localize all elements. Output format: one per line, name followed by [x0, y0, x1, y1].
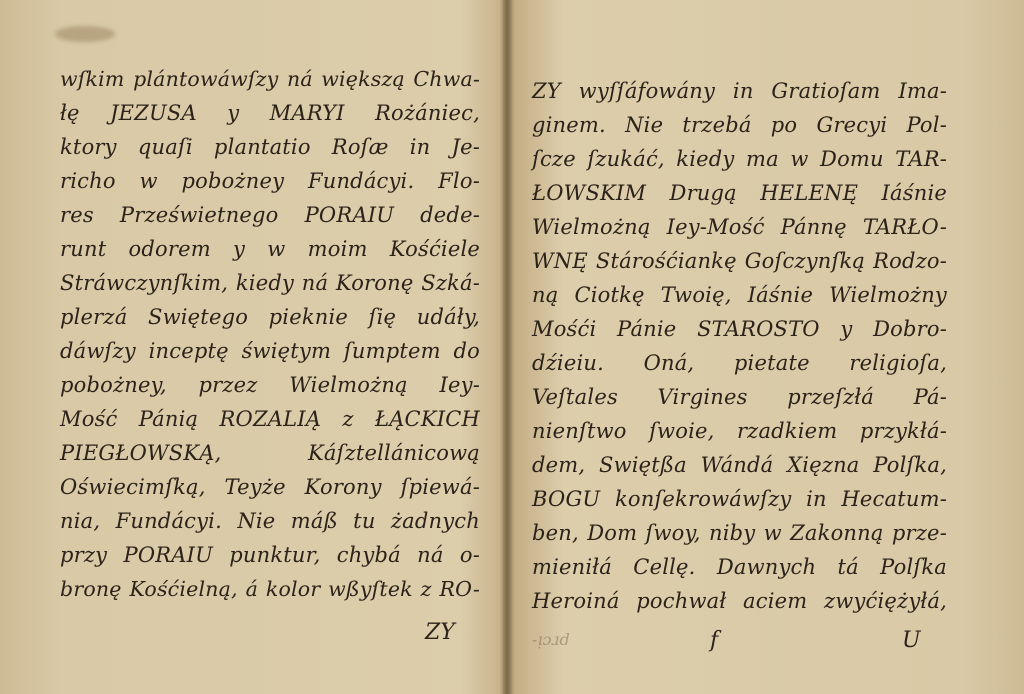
text-line: dem, Swiętßa Wándá Xięzna Polſka, [532, 453, 947, 477]
text-line: res Prześwietnego PORAIU dede- [60, 203, 480, 227]
text-line: ktory quaſi plantatio Roſæ in Je- [60, 135, 480, 159]
text-line: nia, Fundácyi. Nie máß tu żadnych [60, 509, 480, 533]
text-line: Mośći Pánie STAROSTO y Dobro- [532, 317, 947, 341]
text-line: dáwſzy inceptę świętym ſumptem do [60, 339, 480, 363]
catchword: ZY [425, 620, 455, 645]
text-line: richo w pobożney Fundácyi. Flo- [60, 169, 480, 193]
bleed-through-text: -ᴉɔɹd [532, 630, 570, 649]
text-line: Wielmożną Iey-Mość Pánnę TARŁO- [532, 215, 947, 239]
text-line: mieniłá Cellę. Dawnych tá Polſka [532, 555, 947, 579]
signature-mark: f [710, 628, 719, 653]
text-line: ZY wyſſáfowány in Gratioſam Ima- [532, 79, 947, 103]
text-line: łę JEZUSA y MARYI Rożániec, [60, 101, 480, 125]
text-line: ſcze ſzukáć, kiedy ma w Domu TAR- [532, 147, 947, 171]
text-line: ŁOWSKIM Drugą HELENĘ Iáśnie [532, 181, 947, 205]
text-line: plerzá Swiętego pieknie ſię udáły, [60, 305, 480, 329]
text-line: ginem. Nie trzebá po Grecyi Pol- [532, 113, 947, 137]
text-line: runt odorem y w moim Kośćiele [60, 237, 480, 261]
text-line: ną Ciotkę Twoię, Iáśnie Wielmożny [532, 283, 947, 307]
text-line: Heroiná pochwał aciem zwyćiężyłá, [532, 589, 947, 613]
text-line: dźieiu. Oná, pietate religioſa, [532, 351, 947, 375]
left-page [0, 0, 505, 694]
text-line: Veſtales Virgines przeſzłá Pá- [532, 385, 947, 409]
text-line: PIEGŁOWSKĄ, Káſztellánicową [60, 441, 480, 465]
text-line: Mość Pánią ROZALIĄ z ŁĄCKICH [60, 407, 480, 431]
catchword: U [902, 628, 921, 653]
text-line: pobożney, przez Wielmożną Iey- [60, 373, 480, 397]
text-line: ben, Dom ſwoy, niby w Zakonną prze- [532, 521, 947, 545]
right-text-block [532, 74, 947, 618]
text-line: bronę Kośćielną, á kolor wßyſtek z RO- [60, 577, 480, 601]
text-line: nienſtwo ſwoie, rzadkiem przykłá- [532, 419, 947, 443]
left-text-block [60, 62, 480, 606]
right-page [510, 0, 1024, 694]
text-line: wſkim plántowáwſzy ná większą Chwa- [60, 67, 480, 91]
text-line: BOGU konſekrowáwſzy in Hecatum- [532, 487, 947, 511]
ink-stain [55, 26, 115, 42]
text-line: Oświecimſką, Teyże Korony ſpiewá- [60, 475, 480, 499]
text-line: WNĘ Stárośćiankę Goſczynſką Rodzo- [532, 249, 947, 273]
text-line: Stráwczynſkim, kiedy ná Koronę Szká- [60, 271, 480, 295]
text-line: przy PORAIU punktur, chybá ná o- [60, 543, 480, 567]
